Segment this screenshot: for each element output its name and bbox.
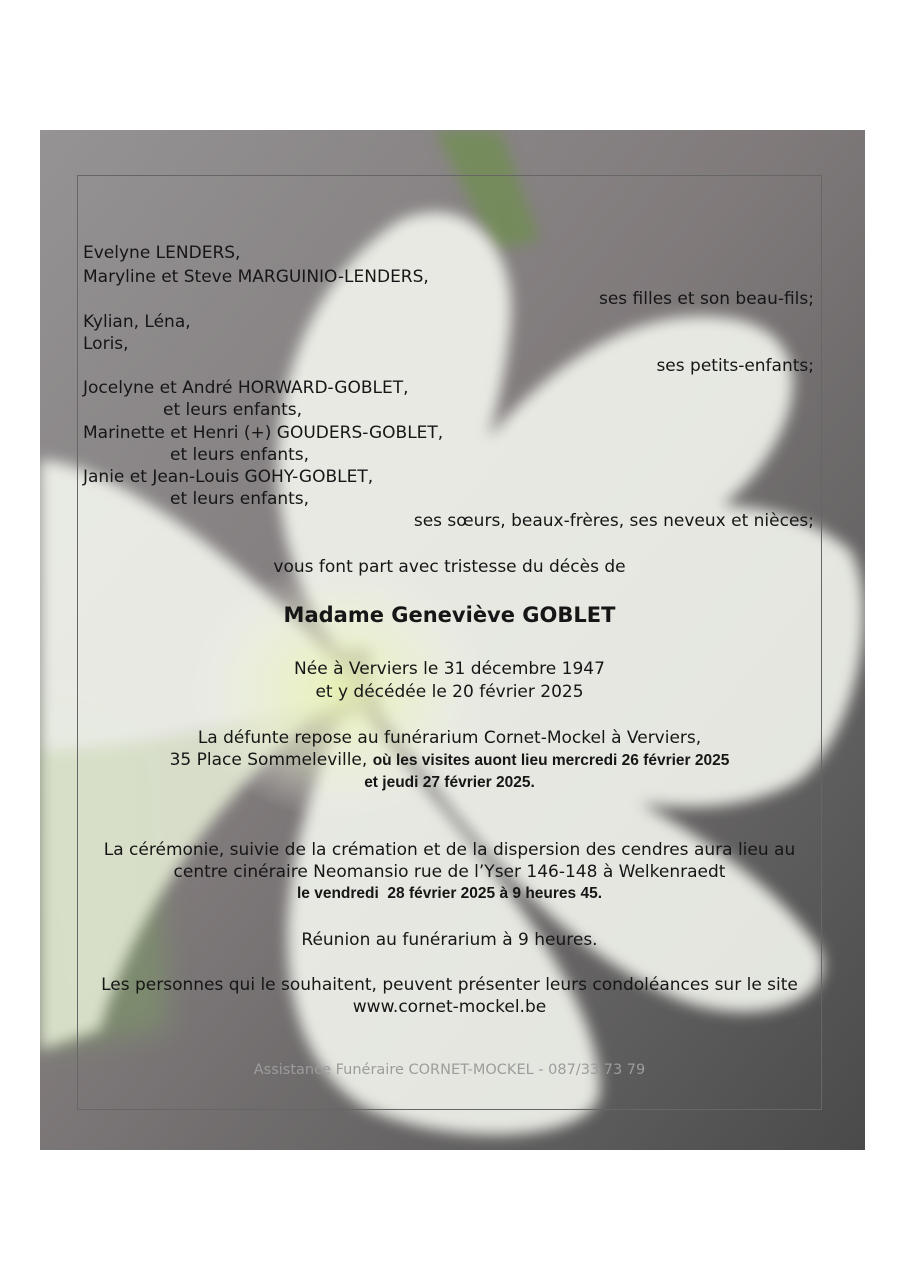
ceremony-location: centre cinéraire Neomansio rue de l’Yser 146-148 à Welkenraedt <box>173 862 726 882</box>
relation-caption: ses filles et son beau-fils; <box>598 289 814 309</box>
condolences-info: Les personnes qui le souhaitent, peuvent présenter leurs condoléances sur le site <box>101 975 798 995</box>
family-line: Marinette et Henri (+) GOUDERS-GOBLET, <box>83 423 444 443</box>
family-line: et leurs enfants, <box>163 400 303 420</box>
family-line: Janie et Jean-Louis GOHY-GOBLET, <box>83 467 374 487</box>
ceremony-date: le vendredi 28 février 2025 à 9 heures 45. <box>296 885 603 902</box>
ceremony-info: La cérémonie, suivie de la crémation et de la dispersion des cendres aura lieu au <box>103 840 796 860</box>
visit-dates: où les visites auont lieu mercredi 26 février 2025 <box>372 752 730 769</box>
funeral-home-footer: Assistance Funéraire CORNET-MOCKEL - 087/33 73 79 <box>253 1062 646 1078</box>
announcement: vous font part avec tristesse du décès de <box>273 557 626 577</box>
family-line: et leurs enfants, <box>170 445 310 465</box>
family-line: Maryline et Steve MARGUINIO-LENDERS, <box>83 267 429 287</box>
family-line: et leurs enfants, <box>170 489 310 509</box>
birth-info: Née à Verviers le 31 décembre 1947 <box>294 659 605 679</box>
rest-location: La défunte repose au funérarium Cornet-Mockel à Verviers, <box>197 728 702 748</box>
address-text: 35 Place Sommeleville, <box>169 750 373 770</box>
relation-caption: ses sœurs, beaux-frères, ses neveux et nièces; <box>413 511 814 531</box>
death-info: et y décédée le 20 février 2025 <box>315 682 584 702</box>
family-line: Loris, <box>83 334 129 354</box>
family-line: Evelyne LENDERS, <box>83 243 241 263</box>
deceased-name: Madame Geneviève GOBLET <box>283 603 616 627</box>
relation-caption: ses petits-enfants; <box>656 356 814 376</box>
visit-dates: et jeudi 27 février 2025. <box>364 774 535 791</box>
visit-info <box>77 749 822 771</box>
website-link: www.cornet-mockel.be <box>352 997 547 1017</box>
reunion-info: Réunion au funérarium à 9 heures. <box>301 930 598 950</box>
family-line: Jocelyne et André HORWARD-GOBLET, <box>83 378 409 398</box>
family-line: Kylian, Léna, <box>83 312 191 332</box>
